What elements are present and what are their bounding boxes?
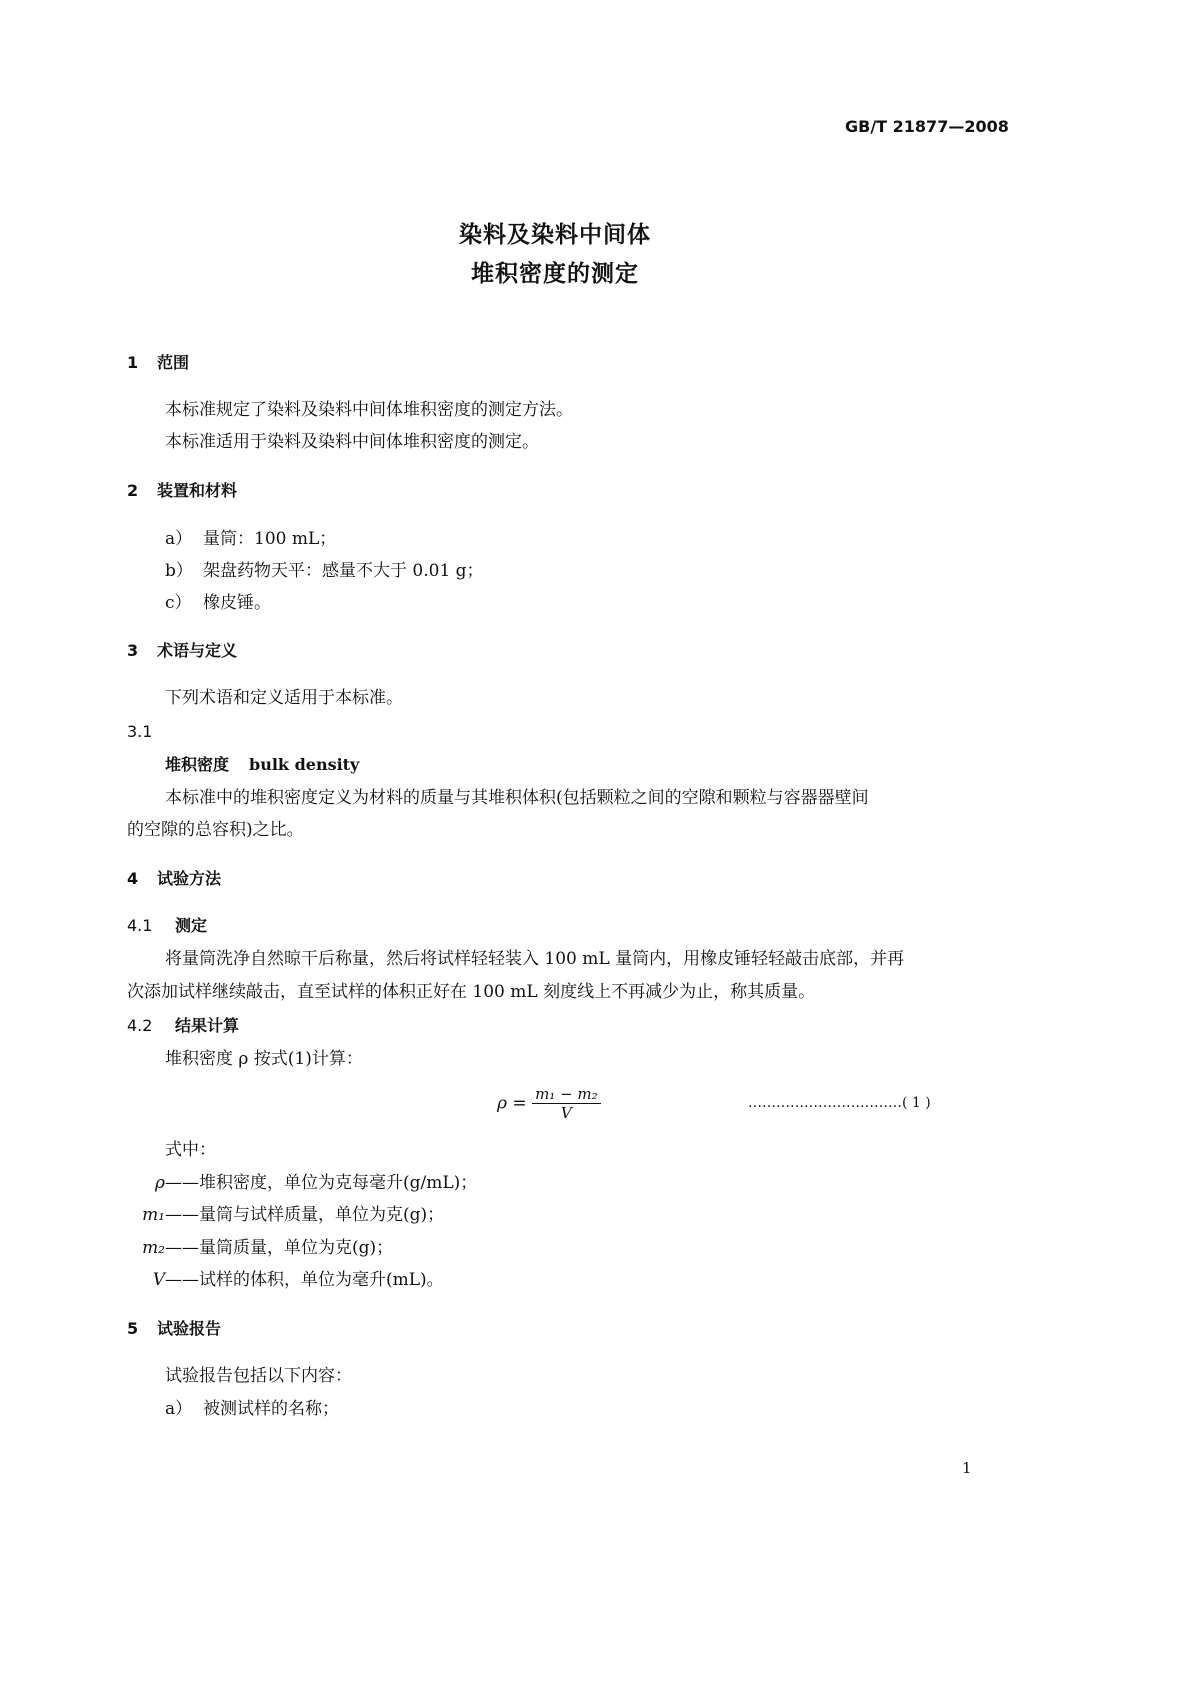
section-title: 试验报告 [157,1319,222,1338]
section-title: 范围 [157,353,190,372]
variable-symbol: V [152,1270,165,1290]
equation-number [748,1092,931,1114]
paragraph: 本标准规定了染料及染料中间体堆积密度的测定方法。 [165,400,573,420]
section-5-heading [127,1318,221,1340]
subsection-number: 4.2 [127,1016,153,1035]
paragraph: 将量筒洗净自然晾干后称量，然后将试样轻轻装入 100 mL 量筒内，用橡皮锤轻轻敲击底部，并再 [165,949,905,969]
section-number: 3 [127,641,139,660]
doc-title-line1: 染料及染料中间体 [459,222,651,248]
variable-desc: ——量筒与试样质量，单位为克(g)； [165,1205,445,1225]
section-number: 1 [127,353,139,372]
page-number: 1 [962,1459,972,1477]
leader-dots: …………………………… [748,1095,902,1111]
eq-no: ( 1 ) [902,1095,931,1111]
list-marker: a） [165,1399,193,1419]
formula [497,1085,601,1122]
variable-desc: ——试样的体积，单位为毫升(mL)。 [165,1270,444,1290]
list-marker: b） [165,561,193,581]
formula-lhs: ρ = [497,1093,527,1114]
subsection-number: 3.1 [127,722,153,741]
paragraph: 下列术语和定义适用于本标准。 [165,688,403,708]
list-text: 被测试样的名称； [203,1399,339,1419]
variable-def [110,1269,444,1291]
paragraph: 次添加试样继续敲击，直至试样的体积正好在 100 mL 刻度线上不再减少为止，称其质量。 [127,982,816,1002]
list-item [165,528,336,550]
list-item [165,1398,339,1420]
subsection-number: 4.1 [127,916,153,935]
list-marker: c） [165,593,192,613]
variable-def [110,1237,393,1259]
section-number: 2 [127,481,139,500]
subsection-title: 测定 [175,916,208,935]
subsection-title: 结果计算 [175,1016,240,1035]
variable-def [110,1204,444,1226]
section-2-heading [127,480,237,502]
subsection-4-2-heading [127,1015,239,1037]
section-number: 4 [127,869,139,888]
list-text: 架盘药物天平：感量不大于 0.01 g； [203,561,484,581]
variable-desc: ——堆积密度，单位为克每毫升(g/mL)； [165,1173,478,1193]
paragraph: 堆积密度 ρ 按式(1)计算： [165,1049,363,1069]
list-item [165,560,484,582]
term-zh: 堆积密度 [165,755,230,774]
term [165,754,359,776]
section-title: 装置和材料 [157,481,238,500]
where-label: 式中： [165,1140,216,1160]
formula-fraction [532,1085,601,1122]
variable-desc: ——量筒质量，单位为克(g)； [165,1238,394,1258]
numerator: m₁ − m₂ [532,1085,601,1104]
variable-symbol: m₂ [142,1238,165,1258]
variable-symbol: ρ [155,1173,165,1193]
variable-symbol: m₁ [142,1205,165,1225]
paragraph: 本标准适用于染料及染料中间体堆积密度的测定。 [165,432,539,452]
section-number: 5 [127,1319,139,1338]
section-title: 术语与定义 [157,641,238,660]
list-text: 量筒：100 mL； [203,529,337,549]
list-marker: a） [165,529,193,549]
variable-def [110,1172,477,1194]
definition-line: 的空隙的总容积)之比。 [127,820,304,840]
doc-title-line2: 堆积密度的测定 [471,261,639,287]
list-text: 橡皮锤。 [203,593,271,613]
denominator: V [560,1104,572,1122]
section-title: 试验方法 [157,869,222,888]
section-3-heading [127,640,237,662]
subsection-4-1-heading [127,915,207,937]
section-4-heading [127,868,221,890]
section-1-heading [127,352,189,374]
definition-line: 本标准中的堆积密度定义为材料的质量与其堆积体积(包括颗粒之间的空隙和颗粒与容器器壁间 [165,788,869,808]
paragraph: 试验报告包括以下内容： [165,1366,352,1386]
term-en: bulk density [249,755,360,774]
standard-number: GB/T 21877—2008 [845,117,1009,136]
list-item [165,592,271,614]
